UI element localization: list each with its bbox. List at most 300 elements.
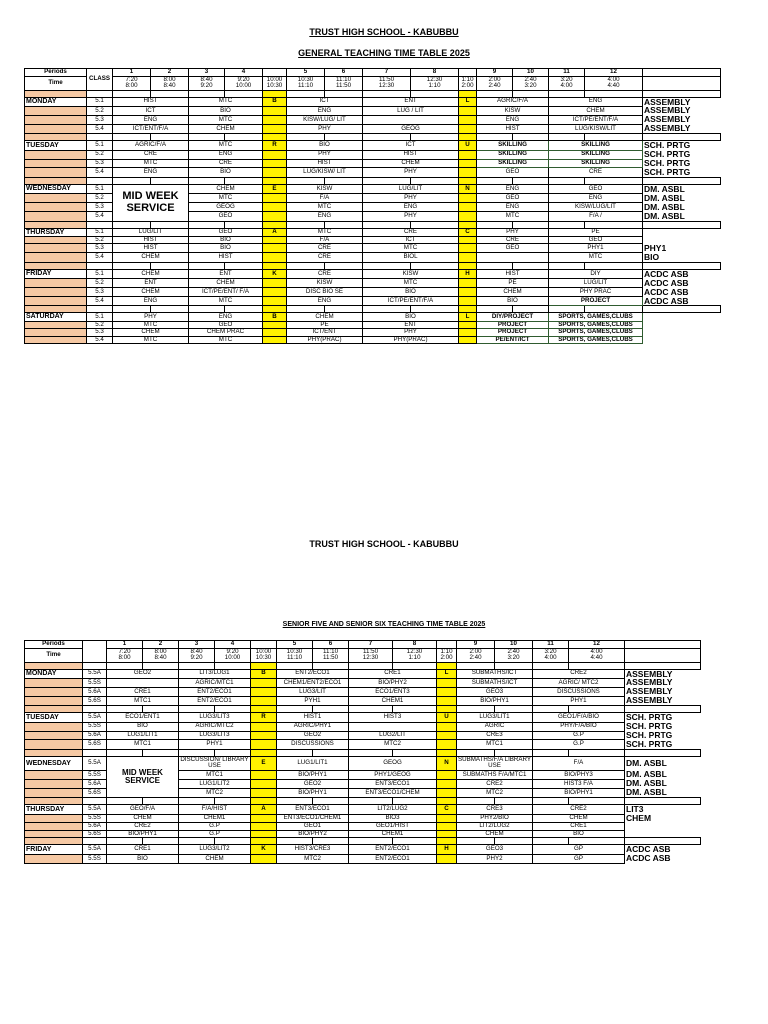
spacer-cell: [25, 749, 83, 756]
lesson-cell: MTC: [113, 321, 189, 329]
table-row: [25, 297, 721, 306]
lesson-cell: PE: [549, 228, 643, 236]
lesson-cell: GEO: [477, 168, 549, 177]
day-spacer: [25, 814, 83, 823]
lesson-cell: PHY: [363, 212, 459, 221]
break-cell: [263, 168, 287, 177]
spacer-cell: [549, 306, 585, 313]
spacer-cell: [477, 177, 513, 184]
lesson-cell: GEO3: [457, 687, 533, 696]
lesson-cell: PHY: [477, 228, 549, 236]
break-cell: [251, 823, 277, 831]
lesson-cell: PHY: [363, 329, 459, 337]
spacer-cell: [143, 706, 179, 713]
spacer-cell: [83, 798, 107, 805]
spacer-cell: [251, 662, 277, 669]
routine-cell: DM. ASBL: [626, 779, 667, 789]
lesson-cell: CRE1: [349, 669, 437, 678]
spacer-cell: [459, 177, 477, 184]
spacer-cell: [349, 798, 393, 805]
lesson-cell: GEO3: [457, 845, 533, 854]
class-name: 5.3: [87, 115, 113, 124]
spacer-cell: [215, 798, 251, 805]
lesson-cell: BIO: [533, 830, 625, 838]
lesson-cell: CRE2: [107, 823, 179, 831]
routine-cell: ACDC ASB: [644, 296, 689, 306]
table-row: [25, 678, 701, 687]
day-spacer: [25, 329, 87, 337]
routine-cell: [643, 321, 721, 329]
lesson-cell: LIT3/LUG1: [179, 669, 251, 678]
lesson-cell: PHY2/BIO: [457, 814, 533, 823]
lesson-cell: GEO: [189, 321, 263, 329]
period-number-header: [643, 69, 721, 77]
class-name: 5.2: [87, 279, 113, 288]
lunch-cell: [437, 814, 457, 823]
lunch-cell: [459, 321, 477, 329]
lesson-cell: CHEM: [113, 288, 189, 297]
lesson-cell: ENT3/ECO1: [277, 805, 349, 814]
spacer-cell: [87, 306, 113, 313]
period-time-header: 7:20 8:00: [113, 76, 151, 90]
period-number-header: [437, 641, 457, 649]
break-cell: A: [263, 228, 287, 236]
day-spacer: [25, 779, 83, 788]
lesson-cell: DISCUSSIONS: [533, 687, 625, 696]
period-number-header: 7: [363, 69, 411, 77]
day-spacer: [25, 115, 87, 124]
lesson-cell: PHY(PRAC): [363, 336, 459, 344]
lunch-cell: [437, 740, 457, 749]
class-name: 5.5S: [83, 814, 107, 823]
lesson-cell: LUG1/LIT2: [179, 779, 251, 788]
break-cell: [263, 115, 287, 124]
lunch-cell: [437, 687, 457, 696]
lesson-cell: ENT2/ECO1: [349, 854, 437, 863]
table-row: [25, 228, 721, 236]
day-spacer: [25, 788, 83, 797]
table-row: [25, 115, 721, 124]
break-cell: K: [263, 269, 287, 278]
spacer-cell: [277, 798, 313, 805]
spacer-cell: [179, 706, 215, 713]
routine-cell: SCH. PRTG: [626, 731, 673, 740]
lesson-cell: [363, 115, 459, 124]
spacer-cell: [87, 221, 113, 228]
lesson-cell: LUG3/LIT2: [179, 845, 251, 854]
spacer-cell: [533, 798, 569, 805]
table-row: [25, 336, 721, 344]
lesson-cell: CHEM: [113, 253, 189, 262]
lesson-cell: LUG3/LIT1: [457, 713, 533, 722]
spacer-cell: [495, 798, 533, 805]
lesson-cell: ENG: [287, 106, 363, 115]
lesson-cell: GEO2: [277, 731, 349, 740]
lesson-cell: CRE2: [533, 805, 625, 814]
class-name: 5.3: [87, 329, 113, 337]
spacer-cell: [411, 306, 459, 313]
lesson-cell: SKILLING: [477, 150, 549, 159]
spacer-cell: [495, 706, 533, 713]
lesson-cell: PHY2: [457, 854, 533, 863]
lesson-cell: KISW: [287, 184, 363, 193]
lesson-cell: PROJECT: [549, 297, 643, 306]
lesson-cell: CHEM1: [349, 830, 437, 838]
routine-cell: CHEM: [626, 814, 652, 823]
class-name: 5.4: [87, 124, 113, 133]
routine-cell: ASSEMBLY: [644, 115, 691, 125]
spacer-cell: [477, 134, 513, 141]
senior-timetable: [24, 640, 701, 864]
spacer-cell: [569, 662, 625, 669]
lesson-cell: MTC: [363, 244, 459, 253]
break-cell: [251, 696, 277, 705]
table-row: [25, 687, 701, 696]
day-label: MONDAY: [25, 97, 87, 106]
spacer-cell: [411, 134, 459, 141]
spacer-cell: [457, 662, 495, 669]
period-number-header: 1: [113, 69, 151, 77]
spacer-cell: [459, 90, 477, 97]
class-name: 5.2: [87, 321, 113, 329]
period-number-header: 2: [151, 69, 189, 77]
break-cell: [251, 854, 277, 863]
routine-cell: [625, 830, 701, 838]
class-name: 5.6A: [83, 779, 107, 788]
lesson-cell: CRE: [113, 150, 189, 159]
break-cell: [263, 159, 287, 168]
spacer-cell: [643, 90, 721, 97]
lesson-cell: KISW: [287, 279, 363, 288]
lesson-cell: MTC: [189, 194, 263, 203]
lesson-cell: G.P: [533, 740, 625, 749]
lesson-cell: ENG: [189, 150, 263, 159]
lesson-cell: CRE1: [533, 823, 625, 831]
spacer-cell: [533, 662, 569, 669]
day-spacer: [25, 253, 87, 262]
lesson-cell: ICT/ENT/F/A: [113, 124, 189, 133]
table-row: [25, 184, 721, 193]
break-cell: [263, 236, 287, 244]
period-number-header: 11: [549, 69, 585, 77]
routine-cell: PHY1: [644, 243, 667, 253]
period-number-header: 5: [277, 641, 313, 649]
lesson-cell: CRE1: [107, 687, 179, 696]
lesson-cell: GEO2: [277, 779, 349, 788]
period-time-header: 9:20 10:00: [225, 76, 263, 90]
lesson-cell: CHEM1: [349, 696, 437, 705]
lesson-cell: HIST: [477, 124, 549, 133]
day-spacer: [25, 244, 87, 253]
day-label: WEDNESDAY: [25, 756, 83, 770]
lesson-cell: DIY: [549, 269, 643, 278]
lesson-cell: ENG: [113, 297, 189, 306]
lesson-cell: PE/ENT/ICT: [477, 336, 549, 344]
lesson-cell: CHEM: [189, 124, 263, 133]
lesson-cell: BIO3: [349, 814, 437, 823]
period-number-header: 12: [585, 69, 643, 77]
spacer-cell: [143, 662, 179, 669]
lesson-cell: BIO/PHY1: [107, 830, 179, 838]
spacer-cell: [25, 706, 83, 713]
lesson-cell: PYH1: [277, 696, 349, 705]
header-spare: [625, 648, 701, 662]
table-row: [25, 756, 701, 770]
lesson-cell: ENT2/ECO1: [277, 669, 349, 678]
spacer-cell: [643, 177, 721, 184]
period-number-header: 10: [495, 641, 533, 649]
lesson-cell: SPORTS, GAMES,CLUBS: [549, 321, 643, 329]
spacer-cell: [215, 662, 251, 669]
class-name: 5.1: [87, 141, 113, 150]
lesson-cell: PHY: [113, 313, 189, 321]
spacer-cell: [263, 221, 287, 228]
spacer-cell: [179, 798, 215, 805]
mid-week-service: MID WEEK SERVICE: [113, 184, 189, 221]
spacer-cell: [625, 798, 701, 805]
spacer-cell: [25, 177, 87, 184]
lesson-cell: AGRIC/F/A: [477, 97, 549, 106]
day-label: TUESDAY: [25, 713, 83, 722]
lesson-cell: AGRIC: [457, 722, 533, 731]
day-spacer: [25, 297, 87, 306]
period-time-header: 8:00 8:40: [143, 648, 179, 662]
lesson-cell: MTC: [113, 159, 189, 168]
period-number-header: 4: [215, 641, 251, 649]
lesson-cell: F/A: [287, 236, 363, 244]
lesson-cell: CRE2: [457, 779, 533, 788]
lesson-cell: CHEM: [533, 814, 625, 823]
table-row: [25, 740, 701, 749]
spacer-cell: [287, 134, 325, 141]
period-time-header: 10:00 10:30: [263, 76, 287, 90]
spacer-cell: [643, 221, 721, 228]
spacer-cell: [287, 306, 325, 313]
lesson-cell: SKILLING: [549, 150, 643, 159]
table-row: [25, 830, 701, 838]
spacer-cell: [457, 706, 495, 713]
class-name: 5.6S: [83, 830, 107, 838]
spacer-cell: [363, 262, 411, 269]
lesson-cell: HIST3/CRE3: [277, 845, 349, 854]
lesson-cell: HIST: [363, 150, 459, 159]
lesson-cell: PHY: [287, 124, 363, 133]
class-name: 5.6A: [83, 687, 107, 696]
routine-cell: DM. ASBL: [644, 211, 685, 221]
day-spacer: [25, 212, 87, 221]
lesson-cell: ECO1/ENT1: [107, 713, 179, 722]
lesson-cell: BIO: [363, 313, 459, 321]
routine-cell: ACDC ASB: [626, 844, 671, 855]
spacer-cell: [459, 262, 477, 269]
spacer-cell: [325, 306, 363, 313]
lesson-cell: PHY: [363, 168, 459, 177]
routine-cell: DM. ASBL: [644, 184, 685, 194]
day-spacer: [25, 279, 87, 288]
spacer-cell: [411, 90, 459, 97]
class-name: 5.3: [87, 203, 113, 212]
spacer-cell: [113, 134, 151, 141]
spacer-cell: [363, 90, 411, 97]
lunch-cell: [459, 236, 477, 244]
period-time-header: 11:50 12:30: [349, 648, 393, 662]
lesson-cell: PHY: [287, 150, 363, 159]
lesson-cell: LUG/KISW/ LIT: [287, 168, 363, 177]
spacer-cell: [411, 262, 459, 269]
spacer-cell: [457, 838, 495, 845]
spacer-cell: [87, 262, 113, 269]
spacer-cell: [251, 798, 277, 805]
spacer-cell: [533, 749, 569, 756]
lunch-cell: [437, 779, 457, 788]
table-row: [25, 845, 701, 854]
routine-cell: [643, 329, 721, 337]
lesson-cell: GEO: [189, 228, 263, 236]
period-number-header: 8: [393, 641, 437, 649]
lesson-cell: PROJECT: [477, 329, 549, 337]
lesson-cell: HIST: [477, 269, 549, 278]
spacer-cell: [225, 90, 263, 97]
spacer-cell: [87, 90, 113, 97]
lesson-cell: BIO/PHY1: [277, 770, 349, 779]
lesson-cell: LIT2/LUG2: [349, 805, 437, 814]
spacer-cell: [569, 798, 625, 805]
lesson-cell: AGRIC/PHY1: [277, 722, 349, 731]
period-time-header: 8:40 9:20: [179, 648, 215, 662]
class-name: 5.6S: [83, 696, 107, 705]
period-number-header: 5: [287, 69, 325, 77]
class-name: 5.2: [87, 150, 113, 159]
spacer-cell: [107, 749, 143, 756]
spacer-cell: [643, 306, 721, 313]
spacer-cell: [513, 262, 549, 269]
spacer-cell: [287, 221, 325, 228]
spacer-cell: [533, 706, 569, 713]
time-header: Time: [25, 76, 87, 90]
spacer-cell: [277, 838, 313, 845]
spacer-cell: [87, 134, 113, 141]
lesson-cell: CHEM: [363, 159, 459, 168]
lesson-cell: HIST1: [277, 713, 349, 722]
day-spacer: [25, 823, 83, 831]
lesson-cell: HIST: [189, 253, 263, 262]
spacer-cell: [393, 662, 437, 669]
day-spacer: [25, 731, 83, 740]
spacer-cell: [225, 221, 263, 228]
period-time-header: 7:20 8:00: [107, 648, 143, 662]
spacer-cell: [113, 306, 151, 313]
lesson-cell: PROJECT: [477, 321, 549, 329]
spacer-cell: [313, 706, 349, 713]
lesson-cell: [349, 722, 437, 731]
lunch-cell: [459, 244, 477, 253]
period-number-header: 3: [189, 69, 225, 77]
header-spare: [643, 76, 721, 90]
spacer-cell: [143, 798, 179, 805]
table-row: [25, 321, 721, 329]
lesson-cell: GEOG: [349, 756, 437, 770]
spacer-cell: [83, 706, 107, 713]
class-name: 5.2: [87, 194, 113, 203]
spacer-cell: [107, 798, 143, 805]
spacer-cell: [25, 262, 87, 269]
lesson-cell: MTC1: [107, 696, 179, 705]
period-time-header: 4:00 4:40: [585, 76, 643, 90]
break-cell: [263, 297, 287, 306]
spacer-cell: [287, 177, 325, 184]
lesson-cell: GEO1/F/A/BIO: [533, 713, 625, 722]
lesson-cell: F/A: [287, 194, 363, 203]
lesson-cell: LUG1/LIT1: [107, 731, 179, 740]
class-name: 5.4: [87, 336, 113, 344]
routine-cell: BIO: [644, 252, 660, 262]
lesson-cell: CRE: [189, 159, 263, 168]
lesson-cell: PE: [477, 279, 549, 288]
period-time-header: 3:20 4:00: [533, 648, 569, 662]
table-row: [25, 236, 721, 244]
lunch-cell: U: [437, 713, 457, 722]
lunch-cell: [459, 212, 477, 221]
day-spacer: [25, 696, 83, 705]
class-name: 5.1: [87, 184, 113, 193]
routine-cell: DM. ASBL: [626, 788, 667, 798]
lesson-cell: ENT: [363, 321, 459, 329]
lesson-cell: SUBMATHS F/A/MTC1: [457, 770, 533, 779]
break-cell: [251, 770, 277, 779]
lunch-cell: [437, 722, 457, 731]
period-time-header: 12:30 1:10: [393, 648, 437, 662]
lesson-cell: ENT: [113, 279, 189, 288]
period-time-header: 2:00 2:40: [457, 648, 495, 662]
break-cell: E: [251, 756, 277, 770]
lesson-cell: G.P: [533, 731, 625, 740]
period-number-header: 9: [457, 641, 495, 649]
lesson-cell: MTC1: [179, 770, 251, 779]
lesson-cell: BIO: [477, 297, 549, 306]
class-name: 5.5A: [83, 756, 107, 770]
period-time-header: 10:00 10:30: [251, 648, 277, 662]
lesson-cell: LUG1/LIT1: [277, 756, 349, 770]
period-time-header: 11:10 11:50: [313, 648, 349, 662]
routine-cell: [643, 228, 721, 236]
lesson-cell: CRE: [287, 269, 363, 278]
spacer-cell: [585, 90, 643, 97]
day-spacer: [25, 194, 87, 203]
spacer-cell: [225, 262, 263, 269]
day-label: FRIDAY: [25, 269, 87, 278]
lesson-cell: PHY PRAC: [549, 288, 643, 297]
lesson-cell: ENG: [549, 194, 643, 203]
period-number-header: 1: [107, 641, 143, 649]
break-cell: K: [251, 845, 277, 854]
spacer-cell: [363, 134, 411, 141]
class-name: 5.5S: [83, 722, 107, 731]
lesson-cell: MTC: [189, 141, 263, 150]
class-name: 5.6S: [83, 740, 107, 749]
spacer-cell: [263, 306, 287, 313]
class-header: [83, 641, 107, 663]
routine-cell: ASSEMBLY: [626, 678, 673, 688]
lunch-cell: [437, 696, 457, 705]
class-name: 5.5A: [83, 805, 107, 814]
lunch-cell: [437, 678, 457, 687]
day-spacer: [25, 321, 87, 329]
period-number-header: 12: [569, 641, 625, 649]
spacer-cell: [459, 221, 477, 228]
break-cell: R: [263, 141, 287, 150]
spacer-cell: [225, 134, 263, 141]
spacer-cell: [513, 134, 549, 141]
